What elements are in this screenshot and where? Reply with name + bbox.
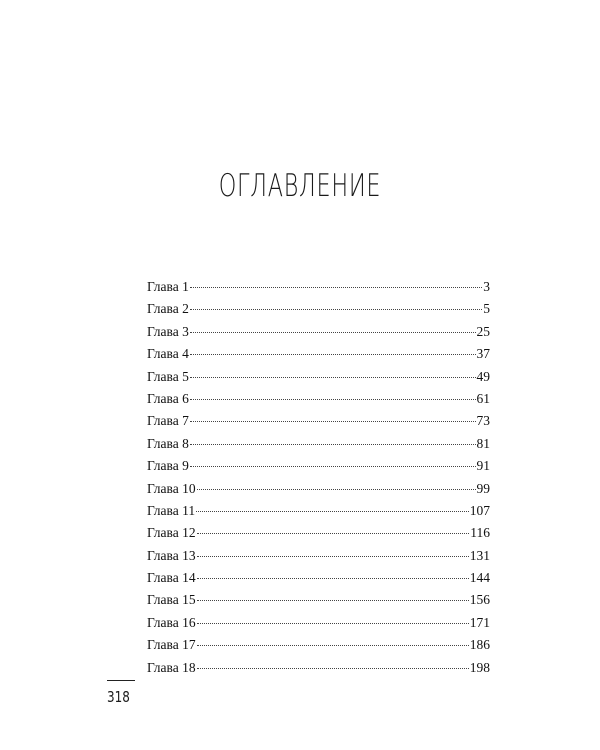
toc-entry[interactable] [147, 634, 490, 656]
toc-entry[interactable] [147, 567, 490, 589]
toc-leader-dots [197, 556, 469, 557]
page-title: ОГЛАВЛЕНИЕ [218, 168, 382, 204]
toc-entry[interactable] [147, 276, 490, 298]
toc-entry[interactable] [147, 612, 490, 634]
toc-entry-label: Глава 2 [147, 301, 189, 317]
toc-entry-page: 49 [476, 368, 490, 384]
toc-leader-dots [197, 600, 469, 601]
toc-entry-label: Глава 1 [147, 279, 189, 294]
toc-leader-dots [190, 332, 476, 333]
toc-leader-dots [197, 578, 469, 579]
toc-entry-page: 25 [476, 323, 490, 339]
toc-entry-label: Глава 10 [147, 480, 196, 496]
toc-entry-page: 37 [476, 346, 490, 362]
toc-entry-page: 131 [469, 547, 490, 563]
toc-entry[interactable] [147, 545, 490, 567]
toc-leader-dots [190, 309, 482, 310]
toc-entry-label: Глава 3 [147, 323, 189, 339]
toc-entry-label: Глава 4 [147, 346, 189, 362]
toc-entry-label: Глава 7 [147, 413, 189, 429]
toc-leader-dots [197, 489, 476, 490]
toc-entry[interactable] [147, 388, 490, 410]
toc-entry-label: Глава 11 [147, 502, 196, 518]
toc-entry-label: Глава 17 [147, 637, 196, 653]
toc-leader-dots [197, 645, 469, 646]
toc-entry[interactable] [147, 410, 490, 432]
toc-entry[interactable] [147, 321, 490, 343]
toc-entry-page: 91 [476, 458, 490, 474]
toc-leader-dots [197, 668, 469, 669]
toc-leader-dots [197, 533, 470, 534]
toc-entry-label: Глава 8 [147, 435, 189, 451]
toc-entry[interactable] [147, 455, 490, 477]
toc-leader-dots [196, 511, 469, 512]
toc-leader-dots [190, 287, 482, 288]
toc-entry-page: 116 [470, 525, 490, 541]
toc-entry[interactable] [147, 522, 490, 544]
toc-entry-page: 73 [476, 413, 490, 429]
toc-entry-page: 107 [469, 502, 490, 518]
toc-entry-label: Глава 6 [147, 390, 189, 406]
toc-entry[interactable] [147, 298, 490, 320]
toc-leader-dots [190, 421, 476, 422]
toc-leader-dots [190, 399, 476, 400]
toc-entry-label: Глава 15 [147, 592, 196, 608]
toc-leader-dots [190, 444, 476, 445]
toc-entry-label: Глава 18 [147, 659, 196, 675]
toc-entry-page: 61 [476, 390, 490, 406]
toc-leader-dots [190, 354, 476, 355]
toc-leader-dots [190, 377, 476, 378]
table-of-contents [147, 276, 490, 679]
page-number: 318 [107, 688, 130, 706]
toc-leader-dots [190, 466, 476, 467]
toc-entry-page: 5 [483, 301, 490, 317]
toc-entry-label: Глава 16 [147, 614, 196, 630]
toc-entry[interactable] [147, 478, 490, 500]
toc-entry-page: 99 [476, 480, 490, 496]
toc-entry-page: 186 [469, 637, 490, 653]
toc-entry-page: 144 [469, 570, 490, 586]
toc-entry-label: Глава 9 [147, 458, 189, 474]
toc-entry[interactable] [147, 589, 490, 611]
folio-rule [107, 680, 135, 681]
toc-entry[interactable] [147, 343, 490, 365]
toc-entry-page: 171 [469, 614, 490, 630]
toc-entry[interactable] [147, 500, 490, 522]
toc-entry-page: 198 [469, 659, 490, 675]
toc-entry-page: 3 [483, 279, 490, 294]
toc-entry[interactable] [147, 433, 490, 455]
toc-entry-page: 81 [476, 435, 490, 451]
toc-entry-label: Глава 14 [147, 570, 196, 586]
toc-entry[interactable] [147, 657, 490, 679]
toc-entry-label: Глава 12 [147, 525, 196, 541]
toc-entry-label: Глава 5 [147, 368, 189, 384]
toc-entry-label: Глава 13 [147, 547, 196, 563]
toc-leader-dots [197, 623, 469, 624]
toc-entry[interactable] [147, 366, 490, 388]
toc-entry-page: 156 [469, 592, 490, 608]
